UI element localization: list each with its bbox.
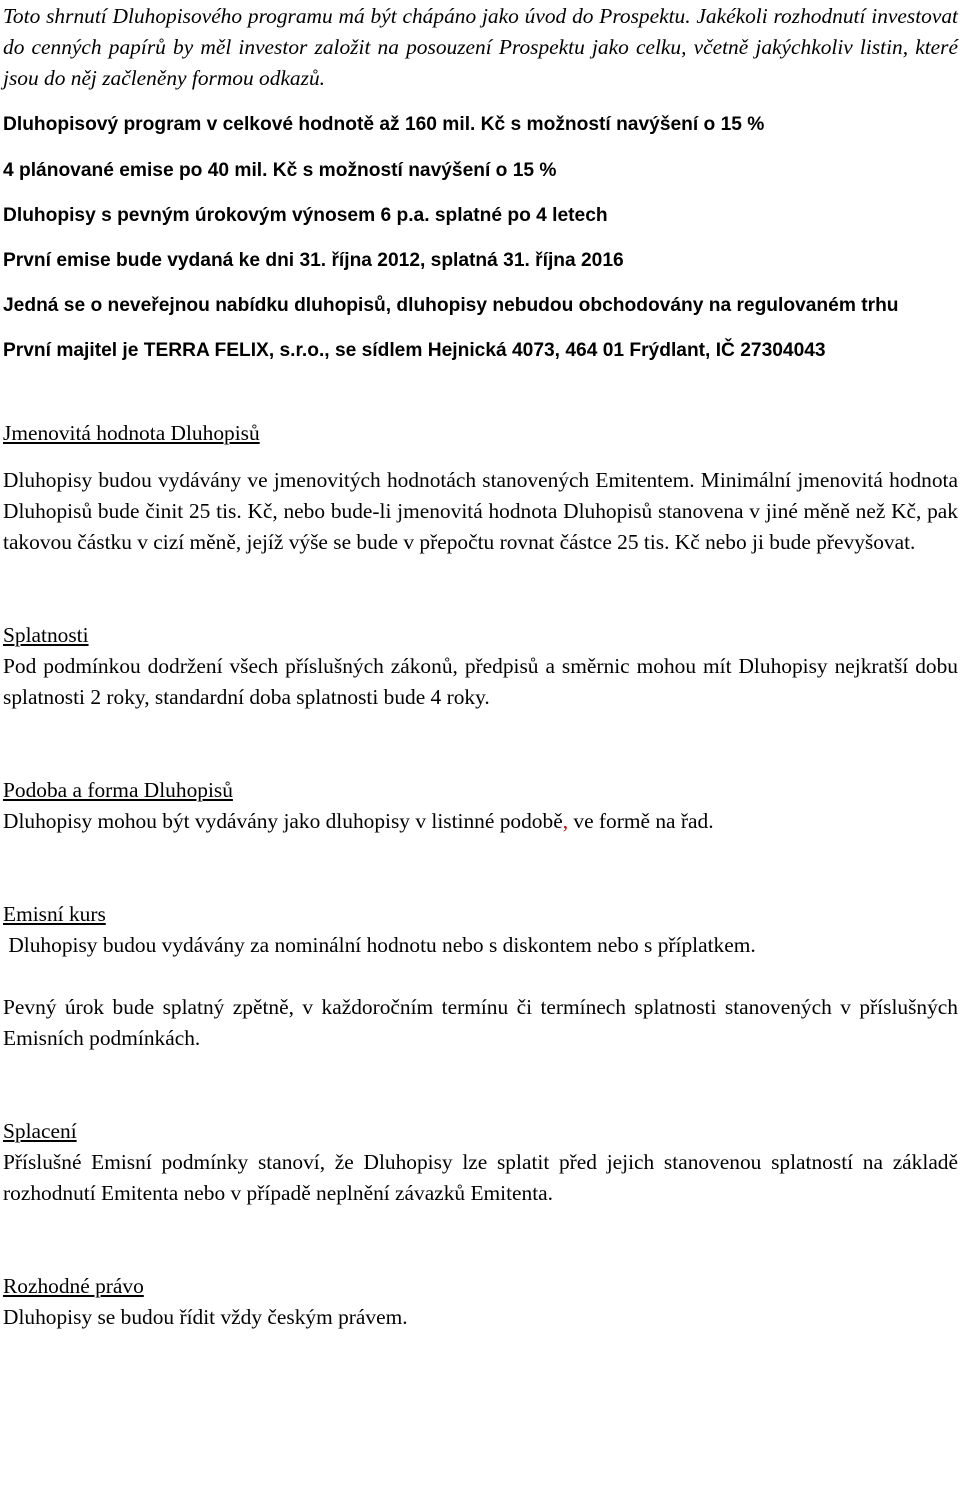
section-title-splaceni: Splacení <box>3 1119 77 1143</box>
section-title-podoba: Podoba a forma Dluhopisů <box>3 778 233 802</box>
podoba-text-red-comma: , <box>562 809 569 833</box>
program-highlights <box>3 109 958 366</box>
highlight-program-value: Dluhopisový program v celkové hodnotě až 160 mil. Kč s možností navýšení o 15 % <box>3 114 765 135</box>
highlight-fixed-yield: Dluhopisy s pevným úrokovým výnosem 6 p.a. splatné po 4 letech <box>3 205 608 226</box>
section-title-pravo: Rozhodné právo <box>3 1274 144 1298</box>
podoba-text-before: Dluhopisy mohou být vydávány jako dluhopisy v listinné podobě <box>3 809 563 833</box>
section-text-splaceni: Příslušné Emisní podmínky stanoví, že Dluhopisy lze splatit před jejich stanovenou splatností na základě rozhodnutí Emitenta nebo v případě neplnění závazků Emitenta. <box>3 1150 958 1205</box>
highlight-private-offer: Jedná se o neveřejnou nabídku dluhopisů, dluhopisy nebudou obchodovány na regulovaném trhu <box>3 295 899 316</box>
section-text-pravo: Dluhopisy se budou řídit vždy českým právem. <box>3 1305 408 1329</box>
document-page <box>3 0 958 1333</box>
section-title-splatnosti: Splatnosti <box>3 623 89 647</box>
section-text-jmenovita: Dluhopisy budou vydávány ve jmenovitých hodnotách stanovených Emitentem. Minimální jmenovitá hodnota Dluhopisů bude činit 25 tis. Kč, nebo bude-li jmenovitá hodnota Dluhopisů stanovena v jiné měně než Kč, pak takovou částku v cizí měně, jejíž výše se bude v přepočtu rovnat částce 25 tis. Kč nebo ji bude převyšovat. <box>3 468 958 554</box>
section-text-emisni-1: Dluhopisy budou vydávány za nominální hodnotu nebo s diskontem nebo s příplatkem. <box>3 933 756 957</box>
section-title-emisni: Emisní kurs <box>3 902 106 926</box>
podoba-text-after: ve formě na řad. <box>568 809 714 833</box>
section-text-podoba <box>3 806 958 837</box>
section-text-emisni-2: Pevný úrok bude splatný zpětně, v každoročním termínu či termínech splatnosti stanovených v příslušných Emisních podmínkách. <box>3 995 958 1050</box>
highlight-first-emission: První emise bude vydaná ke dni 31. října 2012, splatná 31. října 2016 <box>3 250 624 271</box>
highlight-first-owner: První majitel je TERRA FELIX, s.r.o., se sídlem Hejnická 4073, 464 01 Frýdlant, IČ 27304043 <box>3 340 826 361</box>
section-title-jmenovita: Jmenovitá hodnota Dluhopisů <box>3 421 260 445</box>
highlight-planned-emissions: 4 plánované emise po 40 mil. Kč s možností navýšení o 15 % <box>3 160 557 181</box>
intro-paragraph: Toto shrnutí Dluhopisového programu má být chápáno jako úvod do Prospektu. Jakékoli rozhodnutí investovat do cenných papírů by měl investor založit na posouzení Prospektu jako celku, včetně jakýchkoliv listin, které jsou do něj začleněny formou odkazů. <box>3 4 958 90</box>
section-text-splatnosti: Pod podmínkou dodržení všech příslušných zákonů, předpisů a směrnic mohou mít Dluhopisy nejkratší dobu splatnosti 2 roky, standardní doba splatnosti bude 4 roky. <box>3 654 958 709</box>
